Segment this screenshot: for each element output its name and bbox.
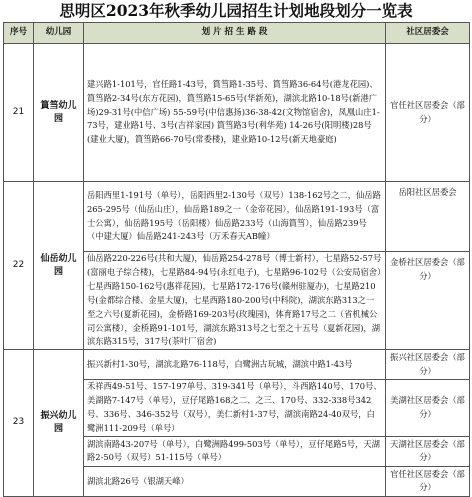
range-cell: 禾祥西49-51号、157-197单号、319-341号（单号），斗西路140号、170号、美湖路7-147号（单号），豆仔尾路168之二、之三、170号、332-338号342号、336号、346-352号（双号），美仁新村1-37号，湖滨南路24-40双号，白鹭洲111-209号（单号） <box>84 380 386 437</box>
table-row <box>4 44 470 182</box>
range-cell: 振兴新村1-30号，湖滨北路76-118号，白鹭洲古玩城，湖滨中路1-43号 <box>84 350 386 380</box>
community-cell: 官任社区居委会（部分） <box>386 44 470 182</box>
row-number: 22 <box>4 182 34 350</box>
header-community: 社区居委会 <box>386 23 470 44</box>
community-cell: 美湖社区居委会（部分） <box>386 380 470 437</box>
row-number: 23 <box>4 350 34 497</box>
row-number: 21 <box>4 44 34 182</box>
range-cell: 湖滨南路43-207号（单号），白鹭洲路499-503号（单号），豆仔尾路5号，天湖路2-50号（双号）51-115号（单号） <box>84 436 386 466</box>
enrollment-table <box>3 22 470 497</box>
community-cell: 官任社区居委会（部分） <box>386 466 470 496</box>
range-cell: 岳阳西里1-191号（单号），岳阳西里2-130号（双号）138-162号之二，仙岳路265-295号（仙岳山庄），仙岳路189之一（金帝花园），仙岳路191-193号（富士公寓），仙岳路195号（岳阳楼）仙岳路233号（山海篔筜），仙岳路239号（中建大厦）仙岳路241-243号（万禾春天AB幢） <box>84 182 386 252</box>
community-cell: 岳阳社区居委会 <box>386 182 470 252</box>
range-cell: 仙岳路220-226号(共和大厦)，仙岳路254-278号（博士新村），七星路52-57号(富丽电子综合楼)，七星路84-94号(永红电子)，七星路96-102号（公安局宿舍）七星西路150-162号(惠祥花园)，七星路172-176号(赣州驻厦办)，七星路210号(金都综合楼、金星大厦)，七星西路180-200号(中科院)，湖滨东路313之一至之六号(夏新花园)，金桥路169-203号(玫瑰园)，体育路17号之二（省机械公司公寓楼），金桥路91-101号，湖滨东路313号之七至之十五号（夏新花园)，湖滨东路315号，317号(茶叶厂宿舍) <box>84 252 386 350</box>
header-range: 划 片 招 生 路 段 <box>84 23 386 44</box>
community-cell: 天湖社区居委会（部分） <box>386 436 470 466</box>
kindergarten-name: 仙岳幼儿园 <box>34 182 84 350</box>
header-kindergarten: 幼儿园 <box>34 23 84 44</box>
table-row <box>4 350 470 380</box>
kindergarten-name: 振兴幼儿园 <box>34 350 84 497</box>
community-cell: 振兴社区居委会（部分） <box>386 350 470 380</box>
range-cell: 湖滨北路26号（银湖天峰） <box>84 466 386 496</box>
table-row <box>4 182 470 252</box>
kindergarten-name: 篔筜幼儿园 <box>34 44 84 182</box>
page-title: 思明区2023年秋季幼儿园招生计划地段划分一览表 <box>59 1 413 20</box>
community-cell: 金桥社区居委会（部分） <box>386 252 470 350</box>
header-num: 序号 <box>4 23 34 44</box>
range-cell: 建兴路1-101号，官任路1-43号，篔筜路1-35号、篔筜路36-64号(港龙花园)、篔筜路2-34号(东方花园)，篔筜路15-65号(华新苑)，湖滨北路10-18号(新港广场)29-31号(中信广场) 55-59号(中信惠扬)36-38-42(文物馆宿舍)，凤凰山庄1-73号，建业路1号、3号(吉祥家园) 篔筜路3号(利华苑) 14-26号(阳明楼)28号(建业大厦)，篔筜路66-70号(常委楼)，建业路10-12号(新天地豪庭) <box>84 44 386 182</box>
header-row <box>4 23 470 44</box>
